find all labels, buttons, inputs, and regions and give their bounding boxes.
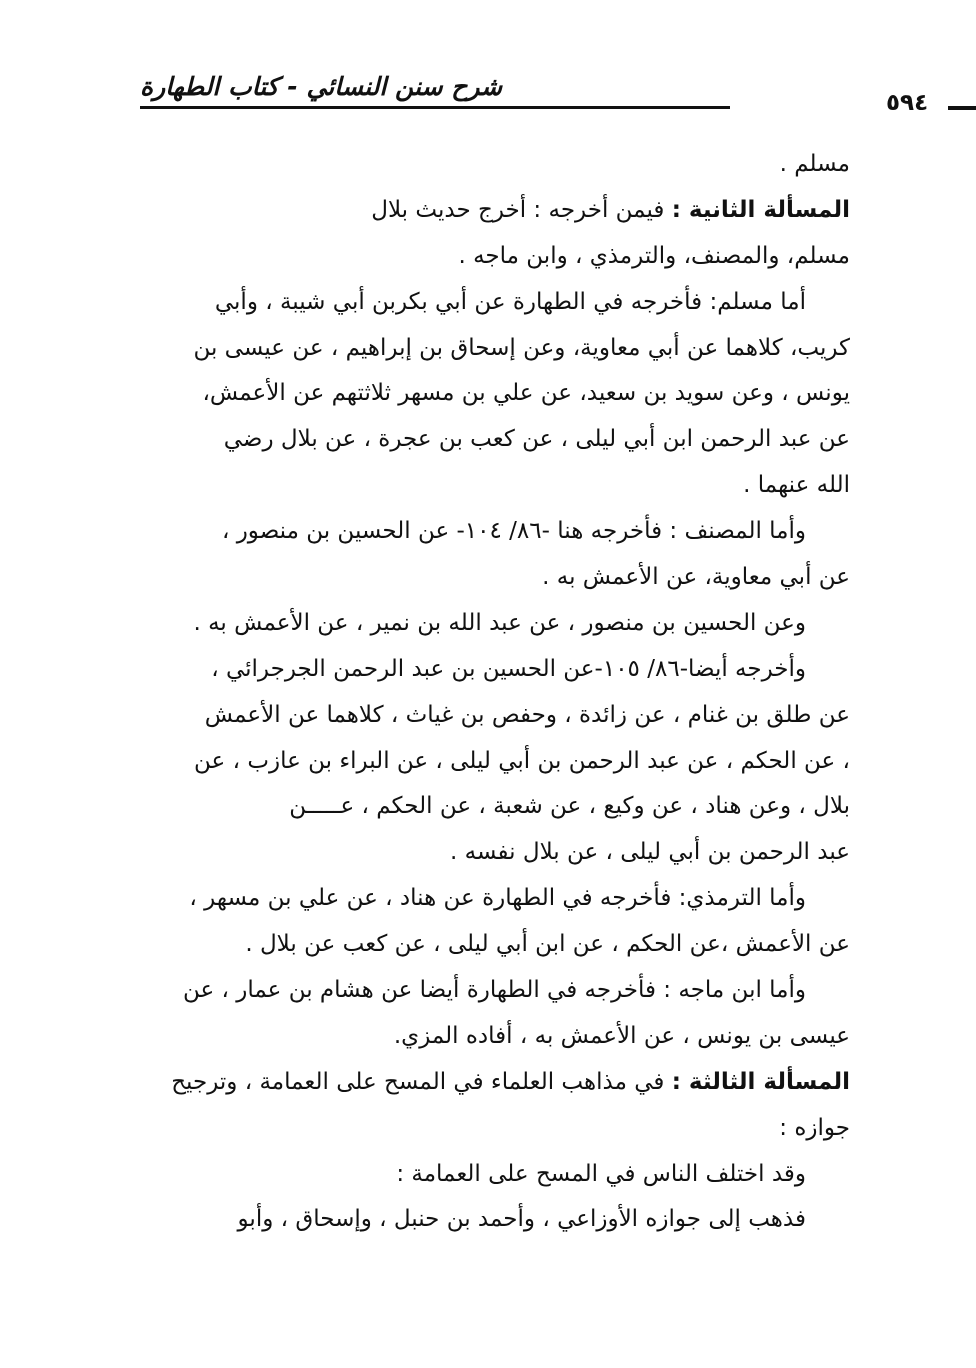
header-rule: [140, 106, 730, 109]
text-line: [138, 509, 850, 555]
line-text: مسلم، والمصنف، والترمذي ، وابن ماجه .: [458, 242, 850, 269]
line-text: عيسى بن يونس ، عن الأعمش به ، أفاده المزي.: [393, 1022, 850, 1049]
text-line: [138, 234, 850, 280]
line-text: جوازه :: [779, 1114, 850, 1141]
line-text: فذهب إلى جوازه الأوزاعي ، وأحمد بن حنبل ، وإسحاق ، وأبو: [237, 1206, 806, 1233]
text-line: [138, 1106, 850, 1152]
line-text: عن أبي معاوية، عن الأعمش به .: [542, 564, 850, 591]
line-text: وعن الحسين بن منصور ، عن عبد الله بن نمير ، عن الأعمش به .: [193, 609, 806, 636]
line-text: فيمن أخرجه : أخرج حديث بلال: [371, 196, 672, 223]
line-text: عن طلق بن غنام ، عن زائدة ، وحفص بن غياث ، كلاهما عن الأعمش: [204, 701, 850, 728]
section-heading: المسألة الثانية :: [671, 196, 850, 223]
text-line: [138, 968, 850, 1014]
text-line: [138, 601, 850, 647]
body-text: [138, 142, 850, 1243]
line-text: بلال ، وعن هناد ، عن وكيع ، عن شعبة ، عن الحكم ، عـــــن: [289, 793, 850, 820]
text-line: [138, 1197, 850, 1243]
text-line: [138, 463, 850, 509]
line-text: وقد اختلف الناس في المسح على العمامة :: [396, 1160, 806, 1187]
text-line: [138, 739, 850, 785]
text-line: [138, 417, 850, 463]
section-heading: المسألة الثالثة :: [671, 1068, 850, 1095]
text-line: [138, 188, 850, 234]
line-text: وأخرجه أيضا-٨٦/ ١٠٥-عن الحسين بن عبد الرحمن الجرجرائي ،: [211, 655, 806, 682]
text-line: [138, 647, 850, 693]
text-line: [138, 1014, 850, 1060]
line-text: عن عبد الرحمن ابن أبي ليلى ، عن كعب بن عجرة ، عن بلال رضي: [223, 426, 850, 453]
text-line: [138, 1152, 850, 1198]
line-text: يونس ، وعن سويد بن سعيد، عن علي بن مسهر ثلاثتهم عن الأعمش،: [202, 380, 850, 407]
running-header: [140, 72, 929, 116]
text-line: [138, 326, 850, 372]
text-line: [138, 784, 850, 830]
text-line: [138, 371, 850, 417]
page-number: ٥٩٤: [886, 90, 929, 116]
text-line: [138, 280, 850, 326]
line-text: في مذاهب العلماء في المسح على العمامة ، وترجيح: [171, 1068, 672, 1095]
text-line: [138, 876, 850, 922]
book-title: شرح سنن النسائي - كتاب الطهارة: [140, 72, 503, 101]
text-line: [138, 693, 850, 739]
text-line: [138, 830, 850, 876]
page-number-dash: [948, 106, 976, 110]
line-text: عبد الرحمن بن أبي ليلى ، عن بلال نفسه .: [450, 839, 850, 866]
line-text: كريب، كلاهما عن أبي معاوية، وعن إسحاق بن إبراهيم ، عن عيسى بن: [193, 334, 850, 361]
line-text: الله عنهما .: [743, 472, 850, 499]
text-line: [138, 142, 850, 188]
line-text: ، عن الحكم ، عن عبد الرحمن بن أبي ليلى ، عن البراء بن عازب ، عن: [194, 747, 850, 774]
line-text: وأما ابن ماجه : فأخرجه في الطهارة أيضا عن هشام بن عمار ، عن: [182, 977, 806, 1004]
text-line: [138, 555, 850, 601]
line-text: وأما الترمذي: فأخرجه في الطهارة عن هناد ، عن علي بن مسهر ،: [189, 885, 806, 912]
text-line: [138, 1060, 850, 1106]
line-text: عن الأعمش ،عن الحكم ، عن ابن أبي ليلى ، عن كعب عن بلال .: [245, 931, 850, 958]
line-text: وأما المصنف : فأخرجه هنا -٨٦/ ١٠٤- عن الحسين بن منصور ،: [221, 518, 806, 545]
line-text: أما مسلم: فأخرجه في الطهارة عن أبي بكربن أبي شيبة ، وأبي: [214, 288, 806, 315]
line-text: مسلم .: [779, 151, 850, 177]
text-line: [138, 922, 850, 968]
